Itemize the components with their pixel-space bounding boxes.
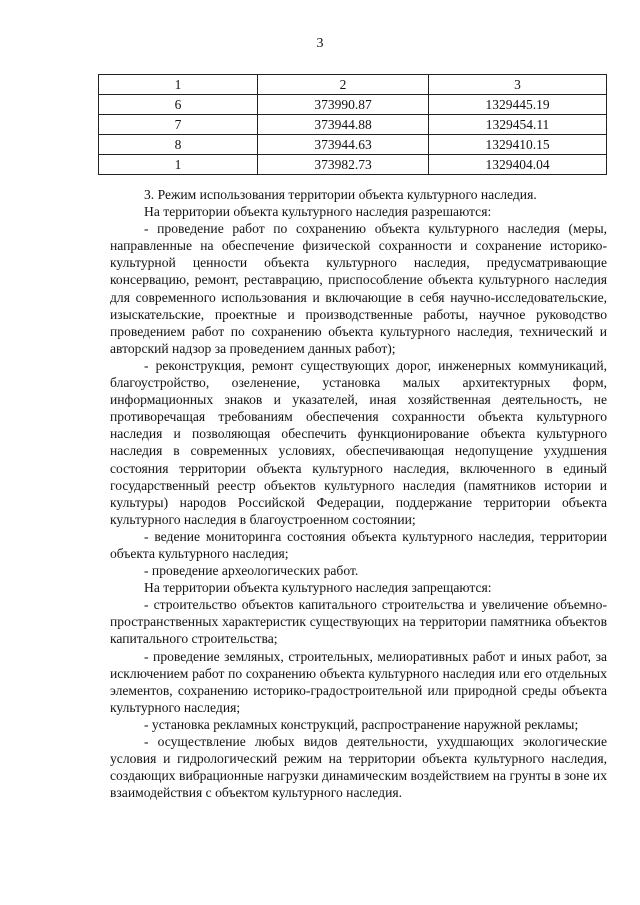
point-number-cell: 8 xyxy=(99,135,258,155)
coordinates-table xyxy=(98,74,607,175)
prohibited-intro: На территории объекта культурного наследия запрещаются: xyxy=(144,580,492,596)
x-coordinate-cell: 373982.73 xyxy=(258,155,429,175)
x-coordinate-cell: 373944.88 xyxy=(258,115,429,135)
point-number-cell: 7 xyxy=(99,115,258,135)
table-row xyxy=(99,95,607,115)
prohibited-item-ecology: - осуществление любых видов деятельности, ухудшающих экологические условия и гидрологический режим на территории объекта культурного наследия, создающих вибрационные нагрузки динамическим воздействием на грунты в зоне их взаимодействия с объектом культурного наследия. xyxy=(110,734,607,801)
prohibited-item-advertising: - установка рекламных конструкций, распространение наружной рекламы; xyxy=(144,716,579,732)
table-row xyxy=(99,155,607,175)
allowed-item-monitoring: - ведение мониторинга состояния объекта культурного наследия, территории объекта культурного наследия; xyxy=(110,528,607,561)
y-coordinate-cell: 1329454.11 xyxy=(429,115,607,135)
x-coordinate-cell: 373944.63 xyxy=(258,135,429,155)
y-coordinate-cell: 1329404.04 xyxy=(429,155,607,175)
x-coordinate-cell: 373990.87 xyxy=(258,95,429,115)
table-row xyxy=(99,135,607,155)
table-header-cell: 1 xyxy=(99,75,258,95)
allowed-item-reconstruction: - реконструкция, ремонт существующих дорог, инженерных коммуникаций, благоустройство, озеленение, установка малых архитектурных форм, информационных знаков и указателей, иная хозяйственная деятельность, не противоречащая требованиям обеспечения сохранности объекта культурного наследия и позволяющая обеспечить функционирование объекта культурного наследия в современных условиях, обеспечивающая недопущение ухудшения состояния территории объекта культурного наследия, включенного в единый государственный реестр объектов культурного наследия (памятников истории и культуры) народов Российской Федерации, поддержание территории объекта культурного наследия в благоустроенном состоянии; xyxy=(110,357,607,527)
page-number: 3 xyxy=(316,36,324,51)
allowed-item-archaeology: - проведение археологических работ. xyxy=(144,563,359,579)
allowed-intro: На территории объекта культурного наследия разрешаются: xyxy=(144,204,492,220)
point-number-cell: 1 xyxy=(99,155,258,175)
y-coordinate-cell: 1329445.19 xyxy=(429,95,607,115)
prohibited-item-earthworks: - проведение земляных, строительных, мелиоративных работ и иных работ, за исключением работ по сохранению объекта культурного наследия или его отдельных элементов, сохранению историко-градостроительной или природной среды объекта культурного наследия; xyxy=(110,648,607,715)
y-coordinate-cell: 1329410.15 xyxy=(429,135,607,155)
prohibited-item-construction: - строительство объектов капитального строительства и увеличение объемно-пространственных характеристик существующих на территории памятника объектов капитального строительства; xyxy=(110,597,607,647)
body-text xyxy=(110,186,607,801)
table-header-cell: 2 xyxy=(258,75,429,95)
table-row xyxy=(99,115,607,135)
section-heading: 3. Режим использования территории объекта культурного наследия. xyxy=(144,187,537,202)
table-header-row xyxy=(99,75,607,95)
allowed-item-preservation: - проведение работ по сохранению объекта культурного наследия (меры, направленные на обеспечение физической сохранности и сохранение историко-культурной ценности объекта культурного наследия, предусматривающие консервацию, ремонт, реставрацию, приспособление объекта культурного наследия для современного использования и включающие в себя научно-исследовательские, изыскательские, проектные и производственные работы, научное руководство проведением работ по сохранению объекта культурного наследия, технический и авторский надзор за проведением данных работ); xyxy=(110,221,607,356)
point-number-cell: 6 xyxy=(99,95,258,115)
table-header-cell: 3 xyxy=(429,75,607,95)
